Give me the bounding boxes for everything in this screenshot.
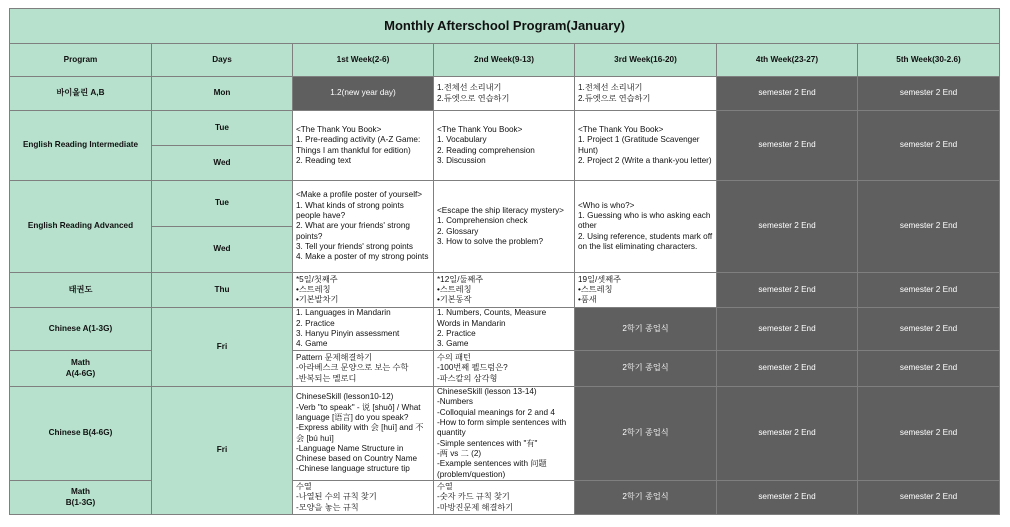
chinese-b-week1: ChineseSkill (lesson10-12) -Verb "to speak" - 说 [shuō] / What language [语言] do you speak? -Express ability with 会 [huì] and 不会 [bú huì] -Language Name Structure in Chinese based on Country Name -Chinese language structure tip bbox=[293, 387, 434, 481]
violin-week4: semester 2 End bbox=[717, 77, 858, 111]
chinese-b-week2: ChineseSkill (lesson 13-14) -Numbers -Colloquial meanings for 2 and 4 -How to form simple sentences with quantity -Simple sentences with "有" -两 vs 二 (2) -Example sentences with 问题 (problem/question) bbox=[434, 387, 575, 481]
day-wed: Wed bbox=[152, 146, 293, 181]
header-week2: 2nd Week(9-13) bbox=[434, 44, 575, 77]
day-mon: Mon bbox=[152, 77, 293, 111]
tkd-week1: *5일/첫째주 •스트레칭 •기본발차기 bbox=[293, 273, 434, 308]
day-fri: Fri bbox=[152, 387, 293, 515]
tkd-week3: 19일/셋째주 •스트레칭 •품새 bbox=[575, 273, 717, 308]
table-row bbox=[10, 308, 1000, 351]
math-a-week3: 2학기 종업식 bbox=[575, 351, 717, 387]
math-b-week2: 수열 -숫자 카드 규칙 찾기 -마방진문제 해결하기 bbox=[434, 481, 575, 515]
table-row bbox=[10, 181, 1000, 227]
table-row bbox=[10, 111, 1000, 146]
math-a-week2: 수의 패턴 -100번째 펠드럼은? -파스칼의 삼각형 bbox=[434, 351, 575, 387]
chinese-b-week3: 2학기 종업식 bbox=[575, 387, 717, 481]
program-taekwondo: 태권도 bbox=[10, 273, 152, 308]
violin-week2: 1.전체선 소리내기 2.듀엣으로 연습하기 bbox=[434, 77, 575, 111]
chinese-a-week3: 2학기 종업식 bbox=[575, 308, 717, 351]
era-week3: <Who is who?> 1. Guessing who is who asking each other 2. Using reference, students mark off on the list eliminating characters. bbox=[575, 181, 717, 273]
chinese-b-week5: semester 2 End bbox=[858, 387, 1000, 481]
eri-week3: <The Thank You Book> 1. Project 1 (Gratitude Scavenger Hunt) 2. Project 2 (Write a thank-you letter) bbox=[575, 111, 717, 181]
era-week5: semester 2 End bbox=[858, 181, 1000, 273]
era-week4: semester 2 End bbox=[717, 181, 858, 273]
tkd-week4: semester 2 End bbox=[717, 273, 858, 308]
program-eri: English Reading Intermediate bbox=[10, 111, 152, 181]
math-b-week1: 수열 -나열된 수의 규칙 찾기 -모양을 놓는 규칙 bbox=[293, 481, 434, 515]
header-week3: 3rd Week(16-20) bbox=[575, 44, 717, 77]
header-row bbox=[10, 44, 1000, 77]
chinese-a-week1: 1. Languages in Mandarin 2. Practice 3. Hanyu Pinyin assessment 4. Game bbox=[293, 308, 434, 351]
program-math-b: Math B(1-3G) bbox=[10, 481, 152, 515]
era-week1: <Make a profile poster of yourself> 1. What kinds of strong points people have? 2. What are your friends' strong points? 3. Tell your friends' strong points 4. Make a poster of my strong points bbox=[293, 181, 434, 273]
program-chinese-b: Chinese B(4-6G) bbox=[10, 387, 152, 481]
chinese-b-week4: semester 2 End bbox=[717, 387, 858, 481]
table-row bbox=[10, 273, 1000, 308]
header-week5: 5th Week(30-2.6) bbox=[858, 44, 1000, 77]
chinese-a-week4: semester 2 End bbox=[717, 308, 858, 351]
day-thu: Thu bbox=[152, 273, 293, 308]
page-title: Monthly Afterschool Program(January) bbox=[10, 9, 1000, 44]
header-program: Program bbox=[10, 44, 152, 77]
math-a-week1: Pattern 문제해결하기 -아라베스크 문양으로 보는 수학 -반복되는 멜로디 bbox=[293, 351, 434, 387]
math-b-week5: semester 2 End bbox=[858, 481, 1000, 515]
program-era: English Reading Advanced bbox=[10, 181, 152, 273]
math-a-week4: semester 2 End bbox=[717, 351, 858, 387]
math-b-week3: 2학기 종업식 bbox=[575, 481, 717, 515]
day-tue: Tue bbox=[152, 181, 293, 227]
header-week4: 4th Week(23-27) bbox=[717, 44, 858, 77]
chinese-a-week2: 1. Numbers, Counts, Measure Words in Mandarin 2. Practice 3. Game bbox=[434, 308, 575, 351]
header-week1: 1st Week(2-6) bbox=[293, 44, 434, 77]
eri-week1: <The Thank You Book> 1. Pre-reading activity (A-Z Game: Things I am thankful for edition) 2. Reading text bbox=[293, 111, 434, 181]
schedule-table bbox=[9, 8, 1000, 515]
eri-week5: semester 2 End bbox=[858, 111, 1000, 181]
table-row bbox=[10, 77, 1000, 111]
violin-week1: 1.2(new year day) bbox=[293, 77, 434, 111]
chinese-a-week5: semester 2 End bbox=[858, 308, 1000, 351]
day-fri: Fri bbox=[152, 308, 293, 387]
day-tue: Tue bbox=[152, 111, 293, 146]
violin-week3: 1.전체선 소리내기 2.듀엣으로 연습하기 bbox=[575, 77, 717, 111]
eri-week2: <The Thank You Book> 1. Vocabulary 2. Reading comprehension 3. Discussion bbox=[434, 111, 575, 181]
table-row bbox=[10, 387, 1000, 481]
header-days: Days bbox=[152, 44, 293, 77]
math-a-week5: semester 2 End bbox=[858, 351, 1000, 387]
program-violin: 바이올린 A,B bbox=[10, 77, 152, 111]
tkd-week2: *12일/둘째주 •스트레칭 •기본동작 bbox=[434, 273, 575, 308]
program-chinese-a: Chinese A(1-3G) bbox=[10, 308, 152, 351]
day-wed: Wed bbox=[152, 227, 293, 273]
schedule-sheet bbox=[9, 8, 999, 520]
era-week2: <Escape the ship literacy mystery> 1. Comprehension check 2. Glossary 3. How to solve the problem? bbox=[434, 181, 575, 273]
math-b-week4: semester 2 End bbox=[717, 481, 858, 515]
eri-week4: semester 2 End bbox=[717, 111, 858, 181]
program-math-a: Math A(4-6G) bbox=[10, 351, 152, 387]
tkd-week5: semester 2 End bbox=[858, 273, 1000, 308]
violin-week5: semester 2 End bbox=[858, 77, 1000, 111]
